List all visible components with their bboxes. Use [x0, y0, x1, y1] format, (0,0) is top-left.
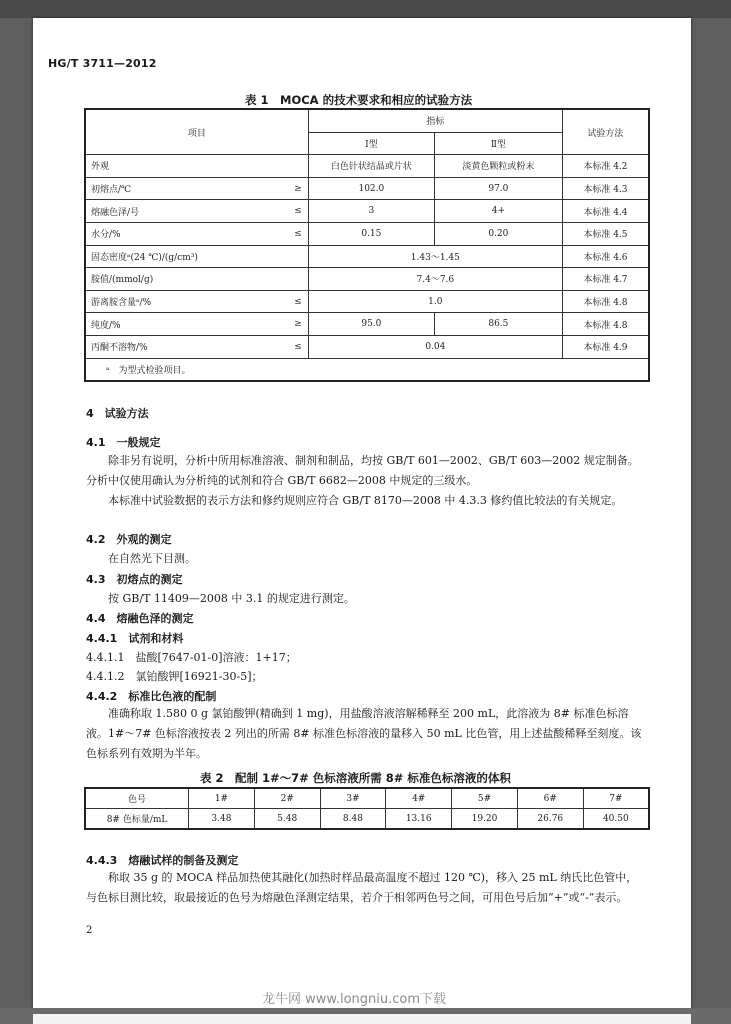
row-merged-value: 7.4～7.6: [308, 268, 562, 291]
volume-cell: 8.48: [320, 809, 386, 830]
row-method: 本标准 4.4: [562, 200, 649, 223]
row-operator: ≥: [280, 313, 308, 336]
table1-header-type2: Ⅱ型: [434, 132, 562, 155]
table2-caption: 表 2 配制 1#～7# 色标溶液所需 8# 标准色标溶液的体积: [200, 771, 511, 785]
table-row: [85, 335, 649, 358]
watermark: 龙牛网 www.longniu.com下载: [262, 992, 447, 1007]
next-page-edge: [33, 1014, 691, 1024]
row-merged-value: 0.04: [308, 335, 562, 358]
row-type1: 102.0: [308, 177, 434, 200]
standard-code: HG/T 3711—2012: [48, 57, 157, 70]
table1-header-indicator: 指标: [308, 109, 562, 132]
volume-cell: 13.16: [386, 809, 452, 830]
section-4-3-title: 4.3 初熔点的测定: [86, 573, 183, 586]
row-operator: ≤: [280, 290, 308, 313]
row-operator: ≤: [280, 335, 308, 358]
table-row: [85, 222, 649, 245]
row-item: 固态密度ᵃ(24 ℃)/(g/cm³): [85, 245, 308, 268]
color-number-cell: 4#: [386, 788, 452, 809]
table2: [84, 787, 650, 830]
page-number: 2: [86, 925, 93, 936]
table-row: [85, 200, 649, 223]
table1-header-type1: Ⅰ型: [308, 132, 434, 155]
row-method: 本标准 4.2: [562, 155, 649, 178]
volume-cell: 26.76: [517, 809, 583, 830]
color-number-cell: 5#: [452, 788, 518, 809]
section-4-4-2-title: 4.4.2 标准比色液的配制: [86, 690, 217, 703]
row-item: 丙酮不溶物/%: [85, 335, 280, 358]
row-type1: 0.15: [308, 222, 434, 245]
table1-header-item: 项目: [85, 109, 308, 155]
row-method: 本标准 4.3: [562, 177, 649, 200]
table-row: [85, 177, 649, 200]
row-method: 本标准 4.8: [562, 313, 649, 336]
row-type1: 95.0: [308, 313, 434, 336]
viewer-top-strip: [0, 0, 731, 18]
row-merged-value: 1.0: [308, 290, 562, 313]
row-method: 本标准 4.7: [562, 268, 649, 291]
section-4-4-1-2: 4.4.1.2 氯铂酸钾[16921-30-5]；: [86, 670, 263, 683]
row-type2: 0.20: [434, 222, 562, 245]
table1-caption: 表 1 MOCA 的技术要求和相应的试验方法: [245, 93, 473, 107]
volume-cell: 40.50: [583, 809, 649, 830]
section-4-4-title: 4.4 熔融色泽的测定: [86, 612, 194, 625]
section-4-3-paragraph: 按 GB/T 11409—2008 中 3.1 的规定进行测定。: [108, 592, 355, 605]
row-type2: 淡黄色颗粒或粉末: [434, 155, 562, 178]
row-operator: ≥: [280, 177, 308, 200]
section-4-1-paragraph-1: 除非另有说明，分析中所用标准溶液、制剂和制品，均按 GB/T 601—2002、GB/T 603—2002 规定制备。分析中仅使用确认为分析纯的试剂和符合 GB/T 6682—2008 中规定的三级水。: [86, 454, 639, 487]
row-merged-value: 1.43～1.45: [308, 245, 562, 268]
table2-row2-label: 8# 色标量/mL: [85, 809, 189, 830]
table2-row1-label: 色号: [85, 788, 189, 809]
volume-cell: 3.48: [189, 809, 255, 830]
volume-cell: 19.20: [452, 809, 518, 830]
table-row: [85, 290, 649, 313]
table-row: [85, 245, 649, 268]
color-number-cell: 6#: [517, 788, 583, 809]
color-number-cell: 1#: [189, 788, 255, 809]
table-row: [85, 788, 649, 809]
row-type2: 97.0: [434, 177, 562, 200]
row-type2: 4+: [434, 200, 562, 223]
row-item: 游离胺含量ᵃ/%: [85, 290, 280, 313]
row-method: 本标准 4.9: [562, 335, 649, 358]
viewer-bottom-strip: [0, 1008, 731, 1024]
section-4-1-paragraph-2: 本标准中试验数据的表示方法和修约规则应符合 GB/T 8170—2008 中 4.3.3 修约值比较法的有关规定。: [108, 494, 623, 507]
section-4-4-3-paragraph: 称取 35 g 的 MOCA 样品加热使其融化(加热时样品最高温度不超过 120 ℃)，移入 25 mL 纳氏比色管中，与色标目测比较，取最接近的色号为熔融色泽测定结果，若介于相邻两色号之间，可用色号后加“+”或“-”表示。: [86, 871, 638, 904]
table1-footnote: ᵃ 为型式检验项目。: [85, 358, 649, 381]
row-item: 初熔点/℃: [85, 177, 280, 200]
row-method: 本标准 4.6: [562, 245, 649, 268]
row-method: 本标准 4.5: [562, 222, 649, 245]
row-operator: ≤: [280, 200, 308, 223]
table-row: [85, 155, 649, 178]
table1: [84, 108, 650, 382]
volume-cell: 5.48: [254, 809, 320, 830]
table-row: [85, 313, 649, 336]
section-4-4-1-1: 4.4.1.1 盐酸[7647-01-0]溶液：1+17；: [86, 651, 297, 664]
row-type2: 86.5: [434, 313, 562, 336]
color-number-cell: 2#: [254, 788, 320, 809]
row-method: 本标准 4.8: [562, 290, 649, 313]
section-4-4-1-title: 4.4.1 试剂和材料: [86, 632, 184, 645]
color-number-cell: 3#: [320, 788, 386, 809]
section-4-4-3-title: 4.4.3 熔融试样的制备及测定: [86, 854, 239, 867]
table1-header-method: 试验方法: [562, 109, 649, 155]
color-number-cell: 7#: [583, 788, 649, 809]
section-4-2-title: 4.2 外观的测定: [86, 533, 172, 546]
row-item: 水分/%: [85, 222, 280, 245]
row-item: 纯度/%: [85, 313, 280, 336]
section-4-2-paragraph: 在自然光下目测。: [108, 552, 196, 565]
table-row: [85, 809, 649, 830]
section-4-1-title: 4.1 一般规定: [86, 436, 161, 449]
row-operator: ≤: [280, 222, 308, 245]
table-row: [85, 268, 649, 291]
section-4-4-2-paragraph: 准确称取 1.580 0 g 氯铂酸钾(精确到 1 mg)，用盐酸溶液溶解稀释至 200 mL，此溶液为 8# 标准色标溶液。1#～7# 色标溶液按表 2 列出的所需 8# 标准色标溶液的量移入 50 mL 比色管，用上述盐酸稀释至刻度。该色标系列有效期为半年。: [86, 707, 642, 760]
section-4-title: 4 试验方法: [86, 407, 149, 420]
row-type1: 3: [308, 200, 434, 223]
row-type1: 白色针状结晶或片状: [308, 155, 434, 178]
row-item: 胺值/(mmol/g): [85, 268, 308, 291]
row-item: 外观: [85, 155, 308, 178]
row-item: 熔融色泽/号: [85, 200, 280, 223]
